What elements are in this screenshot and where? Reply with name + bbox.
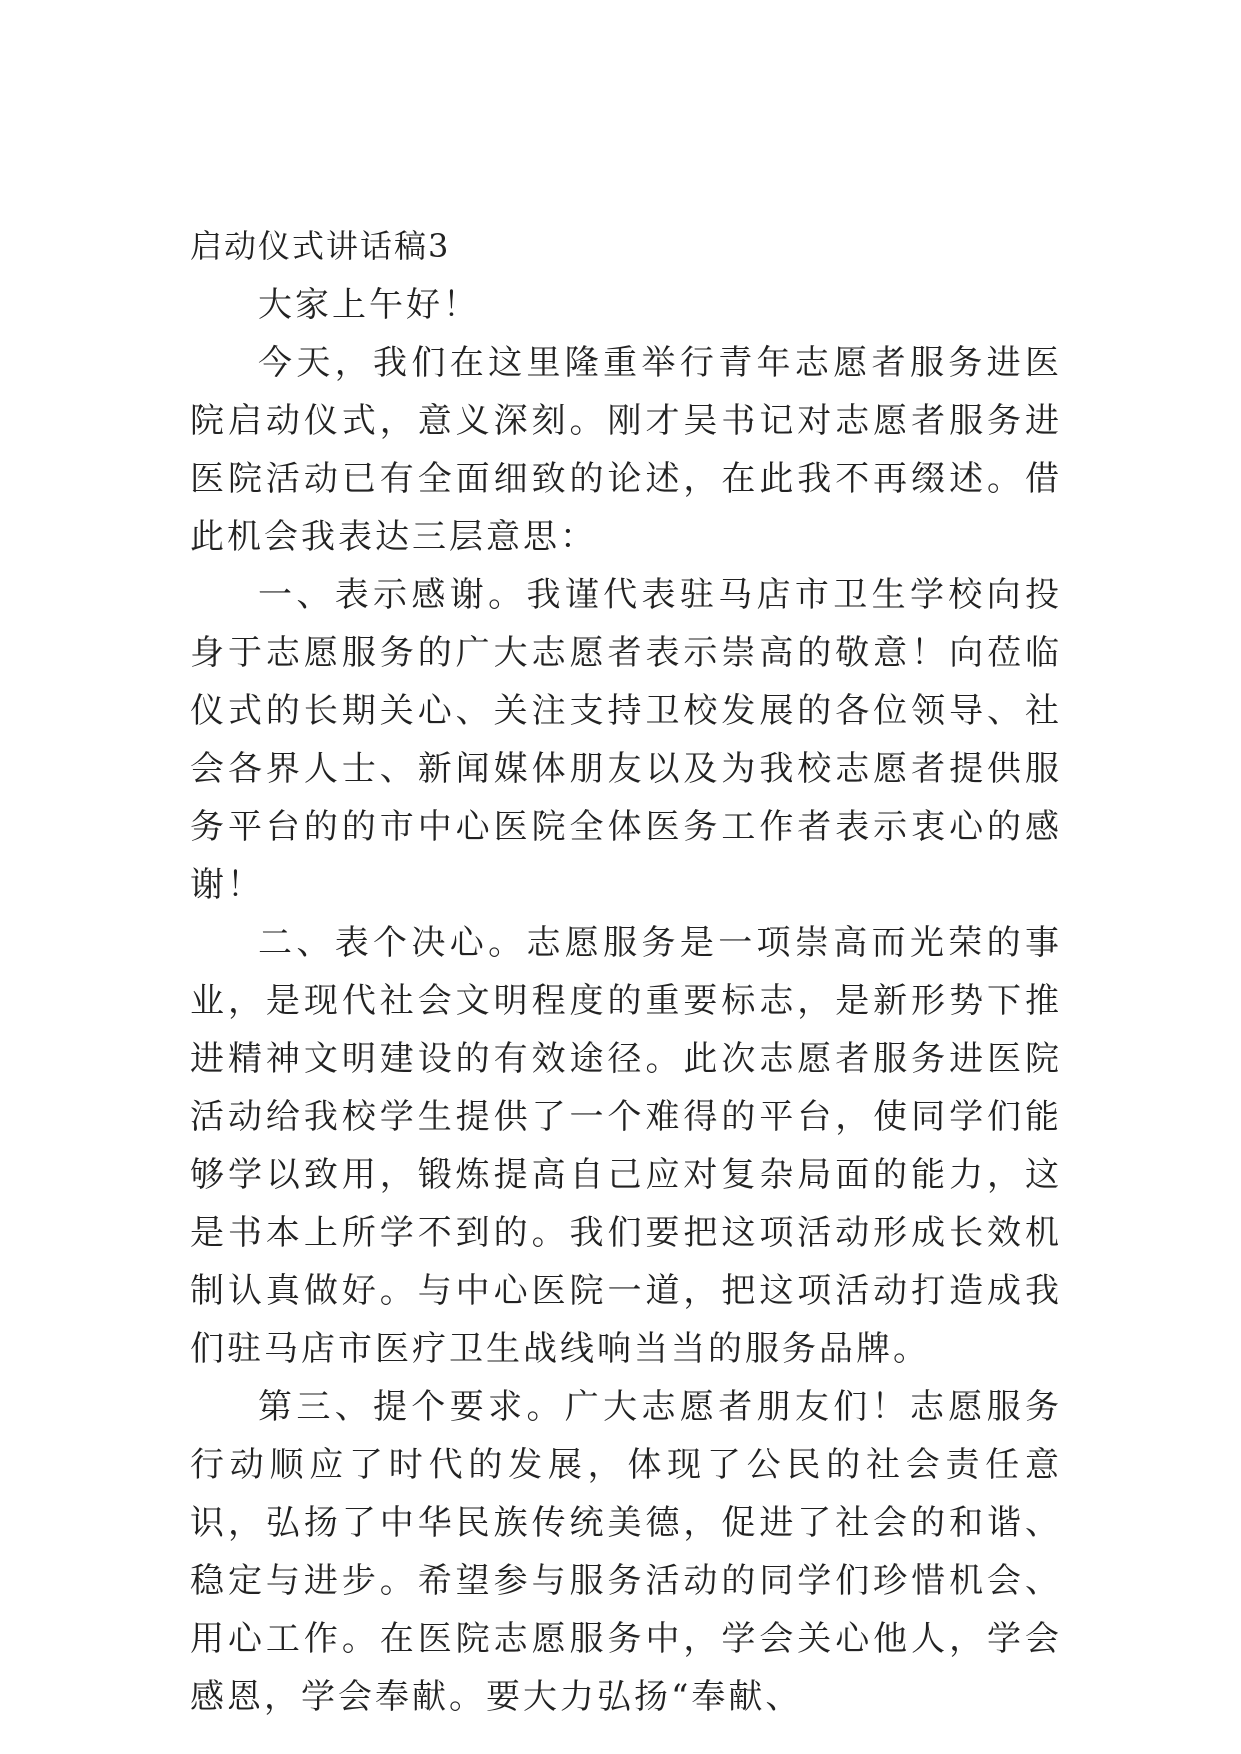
paragraph-determination: 二、表个决心。志愿服务是一项崇高而光荣的事业，是现代社会文明程度的重要标志，是新形势下推进精神文明建设的有效途径。此次志愿者服务进医院活动给我校学生提供了一个难得的平台，使同学们能够学以致用，锻炼提高自己应对复杂局面的能力，这是书本上所学不到的。我们要把这项活动形成长效机制认真做好。与中心医院一道，把这项活动打造成我们驻马店市医疗卫生战线响当当的服务品牌。 xyxy=(190,923,1062,1369)
document-body xyxy=(190,222,1062,1726)
paragraph-thanks: 一、表示感谢。我谨代表驻马店市卫生学校向投身于志愿服务的广大志愿者表示崇高的敬意！向莅临仪式的长期关心、关注支持卫校发展的各位领导、社会各界人士、新闻媒体朋友以及为我校志愿者提供服务平台的的市中心医院全体医务工作者表示衷心的感谢！ xyxy=(190,575,1062,905)
paragraph-greeting: 大家上午好！ xyxy=(258,285,480,325)
document-title: 启动仪式讲话稿3 xyxy=(190,227,451,265)
paragraph-intro: 今天，我们在这里隆重举行青年志愿者服务进医院启动仪式，意义深刻。刚才吴书记对志愿者服务进医院活动已有全面细致的论述，在此我不再缀述。借此机会我表达三层意思： xyxy=(190,343,1062,557)
paragraph-requirements: 第三、提个要求。广大志愿者朋友们！志愿服务行动顺应了时代的发展，体现了公民的社会责任意识，弘扬了中华民族传统美德，促进了社会的和谐、稳定与进步。希望参与服务活动的同学们珍惜机会、用心工作。在医院志愿服务中，学会关心他人，学会感恩，学会奉献。要大力弘扬“奉献、 xyxy=(190,1387,1062,1717)
